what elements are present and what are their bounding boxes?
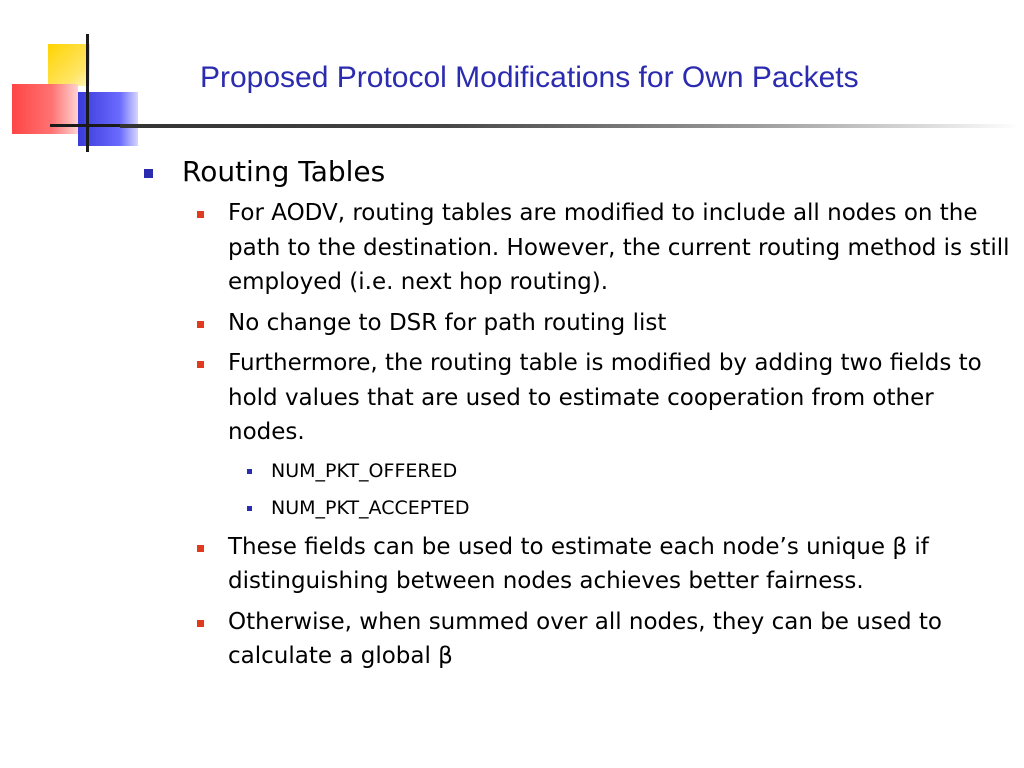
slide-title: Proposed Protocol Modifications for Own Packets <box>200 61 859 94</box>
bullet-item-num-pkt-accepted <box>140 493 1010 523</box>
square-bullet-icon <box>144 169 153 178</box>
title-divider <box>120 124 1020 128</box>
square-bullet-icon <box>197 211 204 218</box>
bullet-text: For AODV, routing tables are modified to include all nodes on the path to the destination. However, the current routing method is still employed (i.e. next hop routing). <box>228 200 1010 295</box>
bullet-text: Furthermore, the routing table is modified by adding two fields to hold values that are used to estimate cooperation from other nodes. <box>228 350 982 445</box>
bullet-text: These fields can be used to estimate each node’s unique β if distinguishing between nodes achieves better fairness. <box>228 533 929 594</box>
bullet-text: No change to DSR for path routing list <box>228 309 667 336</box>
square-bullet-icon <box>247 506 252 511</box>
bullet-text: Otherwise, when summed over all nodes, they can be used to calculate a global β <box>228 608 942 669</box>
bullet-item-estimate-beta <box>140 530 1010 599</box>
bullet-item-global-beta <box>140 605 1010 674</box>
square-bullet-icon <box>197 321 204 328</box>
slide-logo <box>0 0 160 160</box>
bullet-text: NUM_PKT_OFFERED <box>271 459 458 482</box>
bullet-item-num-pkt-offered <box>140 456 1010 486</box>
square-bullet-icon <box>197 620 204 627</box>
bullet-text: Routing Tables <box>182 155 386 188</box>
bullet-item-routing-tables <box>140 152 1010 192</box>
logo-vertical-line <box>86 34 89 152</box>
bullet-item-aodv <box>140 196 1010 300</box>
bullet-text: NUM_PKT_ACCEPTED <box>271 496 470 519</box>
slide-content <box>140 152 1010 680</box>
square-bullet-icon <box>247 469 252 474</box>
logo-yellow-square <box>48 44 90 86</box>
square-bullet-icon <box>197 545 204 552</box>
bullet-item-dsr <box>140 306 1010 341</box>
bullet-item-fields <box>140 346 1010 450</box>
square-bullet-icon <box>197 361 204 368</box>
